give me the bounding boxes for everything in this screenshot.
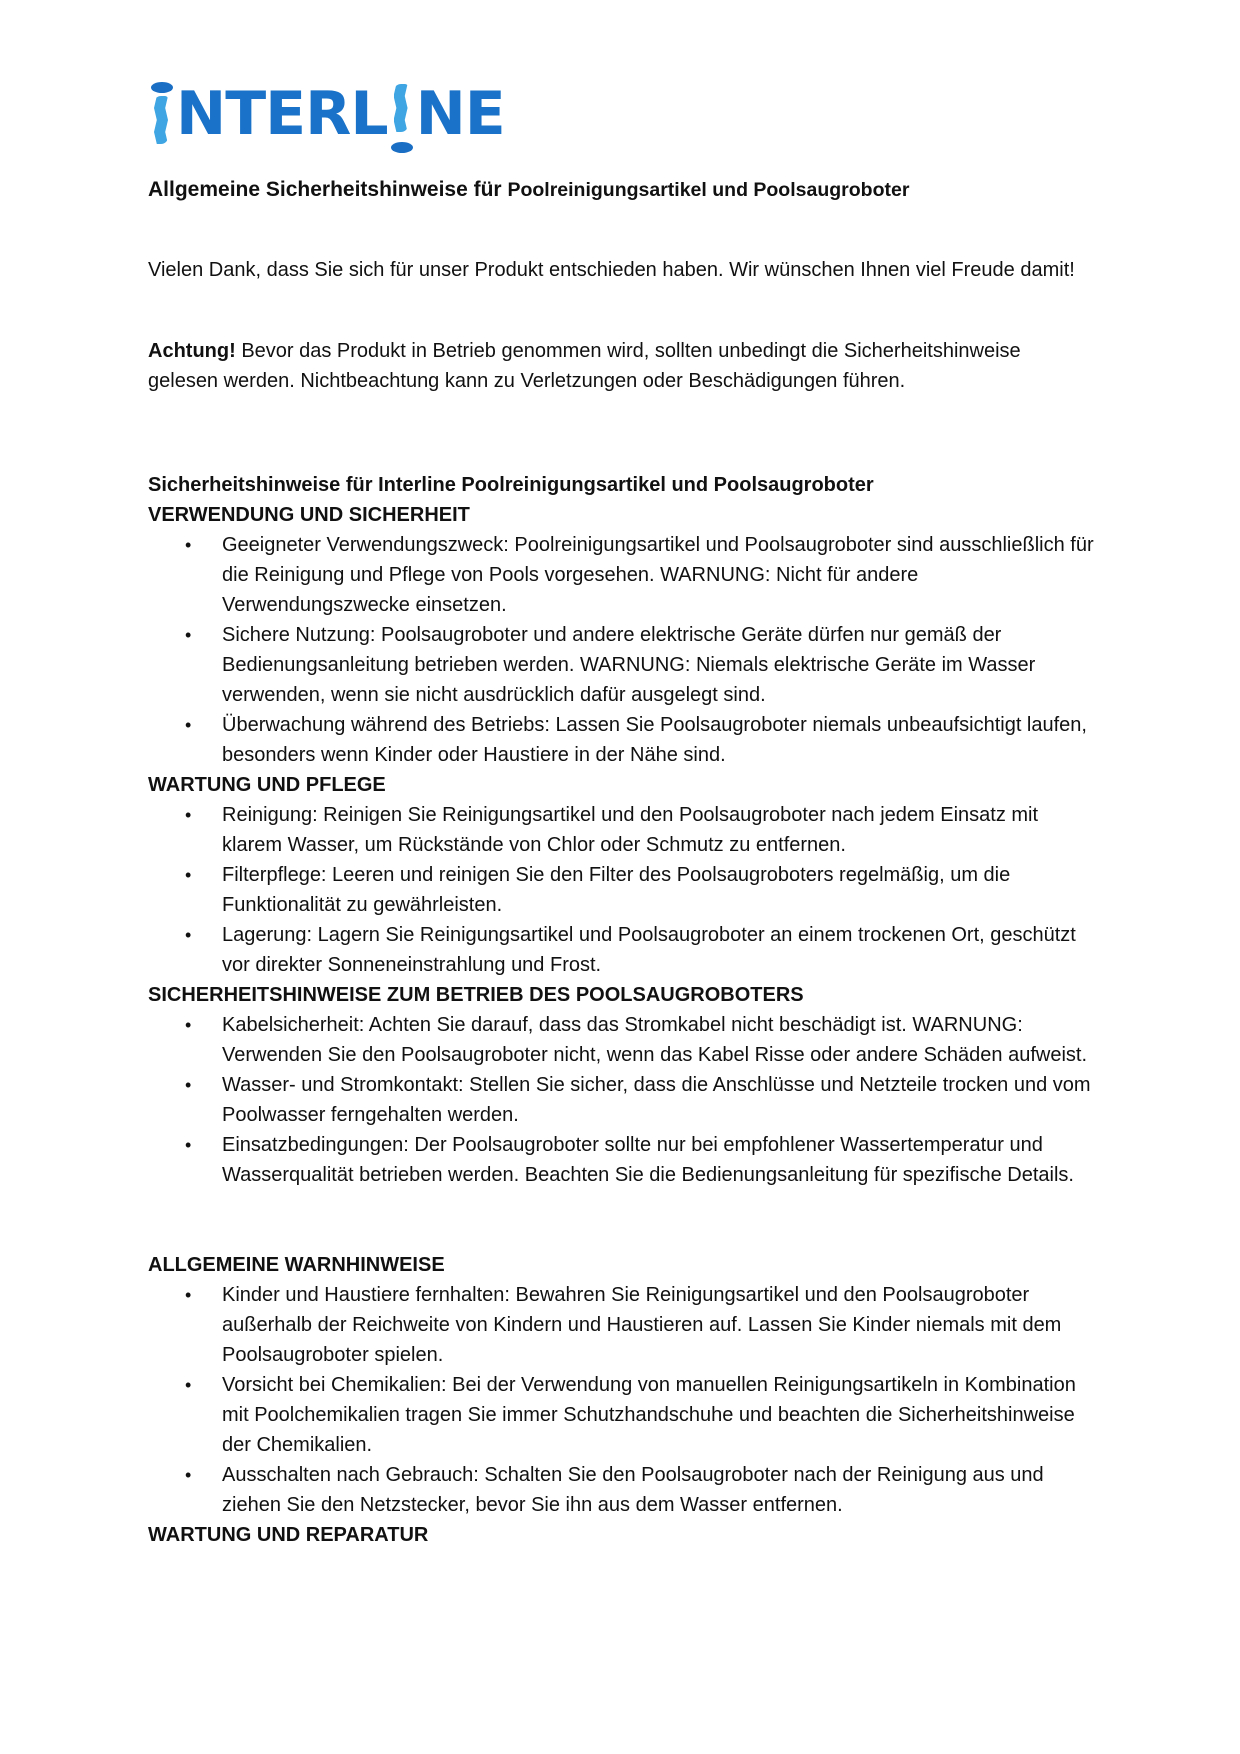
list-item-text: Kinder und Haustiere fernhalten: Bewahren Sie Reinigungsartikel und den Poolsaugroboter außerhalb der Reichweite von Kindern und Haustieren auf. Lassen Sie Kinder niemals mit dem Poolsaugroboter spielen. [222,1284,1062,1366]
list-item-text: Geeigneter Verwendungszweck: Poolreinigungsartikel und Poolsaugroboter sind ausschließlich für die Reinigung und Pflege von Pools vorgesehen. WARNUNG: Nicht für andere Verwendungszwecke einsetzen. [222,534,1094,616]
logo-letters-right: NE [415,79,505,149]
warning-text: Bevor das Produkt in Betrieb genommen wird, sollten unbedingt die Sicherheitshinweise gelesen werden. Nichtbeachtung kann zu Verletzungen oder Beschädigungen führen. [148,340,1021,392]
title-part-2: Poolreinigungsartikel und Poolsaugroboter [507,179,910,201]
section-heading: VERWENDUNG UND SICHERHEIT [148,504,470,526]
logo-letters-left: NTERL [176,79,388,149]
list-item-text: Wasser- und Stromkontakt: Stellen Sie sicher, dass die Anschlüsse und Netzteile trocken und vom Poolwasser ferngehalten werden. [222,1074,1091,1126]
list-item [148,710,1102,770]
list-item-text: Einsatzbedingungen: Der Poolsaugroboter sollte nur bei empfohlener Wassertemperatur und Wasserqualität betrieben werden. Beachten Sie die Bedienungsanleitung für spezifische Details. [222,1134,1074,1186]
list-item [148,1280,1102,1370]
logo-wave-i-icon [391,84,411,144]
intro-warning [148,336,1088,396]
list-item [148,920,1102,980]
list-item [148,1370,1102,1460]
list-item [148,1130,1102,1190]
document-title [148,178,909,202]
title-part-1: Allgemeine Sicherheitshinweise für [148,178,508,201]
list-item-text: Kabelsicherheit: Achten Sie darauf, dass das Stromkabel nicht beschädigt ist. WARNUNG: Verwenden Sie den Poolsaugroboter nicht, wenn das Kabel Risse oder andere Schäden aufweist. [222,1014,1088,1066]
bullet-icon: • [185,805,192,825]
list-item [148,1460,1102,1520]
bullet-icon: • [185,1375,192,1395]
bullet-icon: • [185,535,192,555]
bullet-icon: • [185,865,192,885]
list-item-text: Filterpflege: Leeren und reinigen Sie den Filter des Poolsaugroboters regelmäßig, um die Funktionalität zu gewährleisten. [222,864,1011,916]
bullet-icon: • [185,625,192,645]
list-item [148,1010,1102,1070]
section-list-operation [148,1010,1108,1190]
section-heading: ALLGEMEINE WARNHINWEISE [148,1254,445,1276]
list-item [148,800,1102,860]
section-heading: SICHERHEITSHINWEISE ZUM BETRIEB DES POOLSAUGROBOTERS [148,984,804,1006]
bullet-icon: • [185,1465,192,1485]
bullet-icon: • [185,1015,192,1035]
warning-label: Achtung! [148,340,236,362]
list-item-text: Ausschalten nach Gebrauch: Schalten Sie den Poolsaugroboter nach der Reinigung aus und ziehen Sie den Netzstecker, bevor Sie ihn aus dem Wasser entfernen. [222,1464,1044,1516]
list-item [148,530,1102,620]
bullet-icon: • [185,1135,192,1155]
intro-thanks: Vielen Dank, dass Sie sich für unser Produkt entschieden haben. Wir wünschen Ihnen viel Freude damit! [148,259,1075,281]
subtitle: Sicherheitshinweise für Interline Poolreinigungsartikel und Poolsaugroboter [148,474,874,496]
bullet-icon: • [185,1285,192,1305]
list-item-text: Überwachung während des Betriebs: Lassen Sie Poolsaugroboter niemals unbeaufsichtigt laufen, besonders wenn Kinder oder Haustiere in der Nähe sind. [222,714,1087,766]
list-item [148,1070,1102,1130]
logo-wave-i-icon [151,84,171,144]
section-list-warnings [148,1280,1108,1520]
section-list-maintenance [148,800,1108,980]
bullet-icon: • [185,925,192,945]
list-item-text: Reinigung: Reinigen Sie Reinigungsartikel und den Poolsaugroboter nach jedem Einsatz mit klarem Wasser, um Rückstände von Chlor oder Schmutz zu entfernen. [222,804,1039,856]
section-heading: WARTUNG UND PFLEGE [148,774,386,796]
list-item-text: Lagerung: Lagern Sie Reinigungsartikel und Poolsaugroboter an einem trockenen Ort, geschützt vor direkter Sonneneinstrahlung und Frost. [222,924,1076,976]
bullet-icon: • [185,1075,192,1095]
list-item-text: Vorsicht bei Chemikalien: Bei der Verwendung von manuellen Reinigungsartikeln in Kombination mit Poolchemikalien tragen Sie immer Schutzhandschuhe und beachten die Sicherheitshinweise der Chemikalien. [222,1374,1076,1456]
list-item [148,620,1102,710]
list-item [148,860,1102,920]
interline-logo [148,72,505,156]
section-heading: WARTUNG UND REPARATUR [148,1524,429,1546]
section-list-usage [148,530,1108,770]
bullet-icon: • [185,715,192,735]
list-item-text: Sichere Nutzung: Poolsaugroboter und andere elektrische Geräte dürfen nur gemäß der Bedienungsanleitung betrieben werden. WARNUNG: Niemals elektrische Geräte im Wasser verwenden, wenn sie nicht ausdrücklich dafür ausgelegt sind. [222,624,1036,706]
